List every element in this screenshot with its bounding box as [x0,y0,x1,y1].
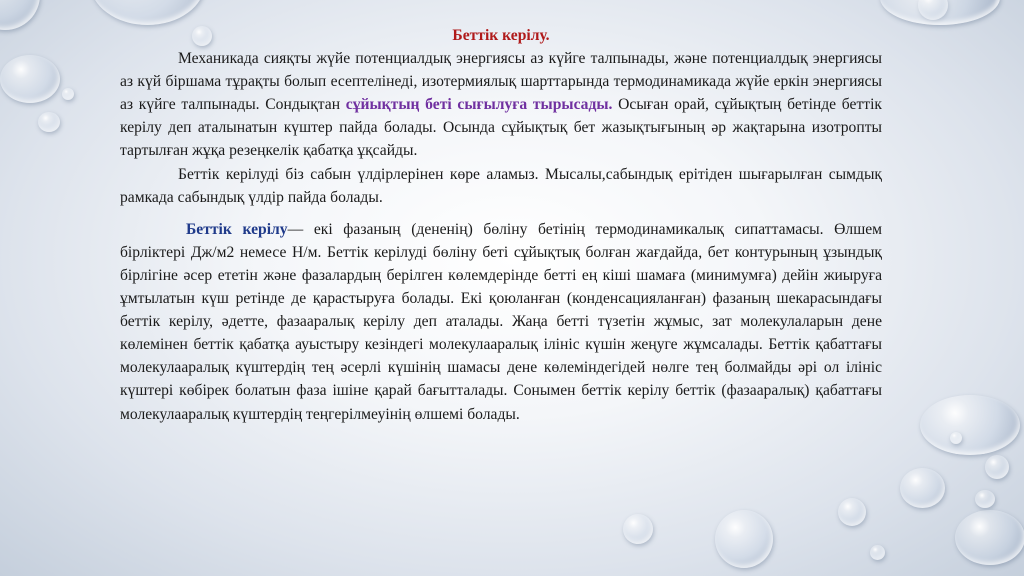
water-drop-decoration [880,0,1000,25]
water-drop-decoration [870,545,885,560]
water-drop-decoration [0,55,60,103]
water-drop-decoration [900,468,945,508]
paragraph-1 [120,47,882,162]
term-highlight: Беттік керілу [186,220,288,238]
water-drop-decoration [0,0,40,30]
paragraph-1-highlight: сұйықтың беті сығылуға тырысады. [345,96,613,114]
water-drop-decoration [623,514,653,544]
water-drop-decoration [715,510,773,568]
water-drop-decoration [90,0,205,25]
water-drop-decoration [62,88,74,100]
water-drop-decoration [985,455,1009,479]
slide-content [120,24,882,426]
water-drop-decoration [838,498,866,526]
paragraph-1-rest: Осыған орай, сұйықтың бетінде беттік керілу деп аталынатын күштер пайда болады. Осында сұйықтық бет жазықтығының әр жақтарына изотропты тартылған жұқа резеңкелік қабатқа ұқсайды. [120,96,882,160]
water-drop-decoration [950,432,962,444]
slide-title: Беттік керілу. [452,27,550,44]
paragraph-3-text: — екі фазаның (дененің) бөлiну бетiнiң термодинамикалық сипаттамасы. Өлшем бірліктері Дж/м2 немесе Н/м. Беттік керілуді бөлiну бетi сұйықтық болған жағдайда, бет контурының ұзындық бірлігіне әсер ететін және фазалардың берілген көлемдерінде бетті ең кіші шамаға (минимумға) дейін жиыруға ұмтылатын күш ретінде де қарастыруға болады. Екі қоюланған (конденсацияланған) фазаның шекарасындағы беттік керілу, әдетте, фазааралық керілу деп аталады. Жаңа бетті түзетін жұмыс, зат молекулаларын дене көлемінен беттік қабатқа ауыстыру кезіндегі молекулааралық ілініс күшін жеңуге жұмсалады. Беттік қабаттағы молекулааралық күштердің тең әсерлі күшінің шамасы дене көлеміндегідей нөлге тең болмайды әрі ол ілініс күштері көбірек болатын фаза ішіне қарай бағытталады. Сонымен беттік керілу беттік (фазааралық) қабаттағы молекулааралық күштердің теңгерілмеуінің өлшемі болады. [120,220,882,423]
paragraph-1-text: Механикада сияқты жүйе потенциалдық энергиясы аз күйге талпынады, және потенциалдық энергиясы аз күй біршама тұрақты болып есептелінеді, изотермиялық шарттарында термодинамикада жүйе еркін энергиясы аз күйге талпынады. Сондықтан [120,50,882,114]
water-drop-decoration [38,112,60,132]
water-drop-decoration [975,490,995,508]
water-drop-decoration [955,510,1024,565]
paragraph-3 [120,218,882,426]
water-drop-decoration [920,395,1020,455]
paragraph-2: Беттік керілуді біз сабын үлдірлерінен көре аламыз. Мысалы,сабындық ерітіден шығарылған сымдық рамкада сабындық үлдір пайда болады. [120,165,882,206]
